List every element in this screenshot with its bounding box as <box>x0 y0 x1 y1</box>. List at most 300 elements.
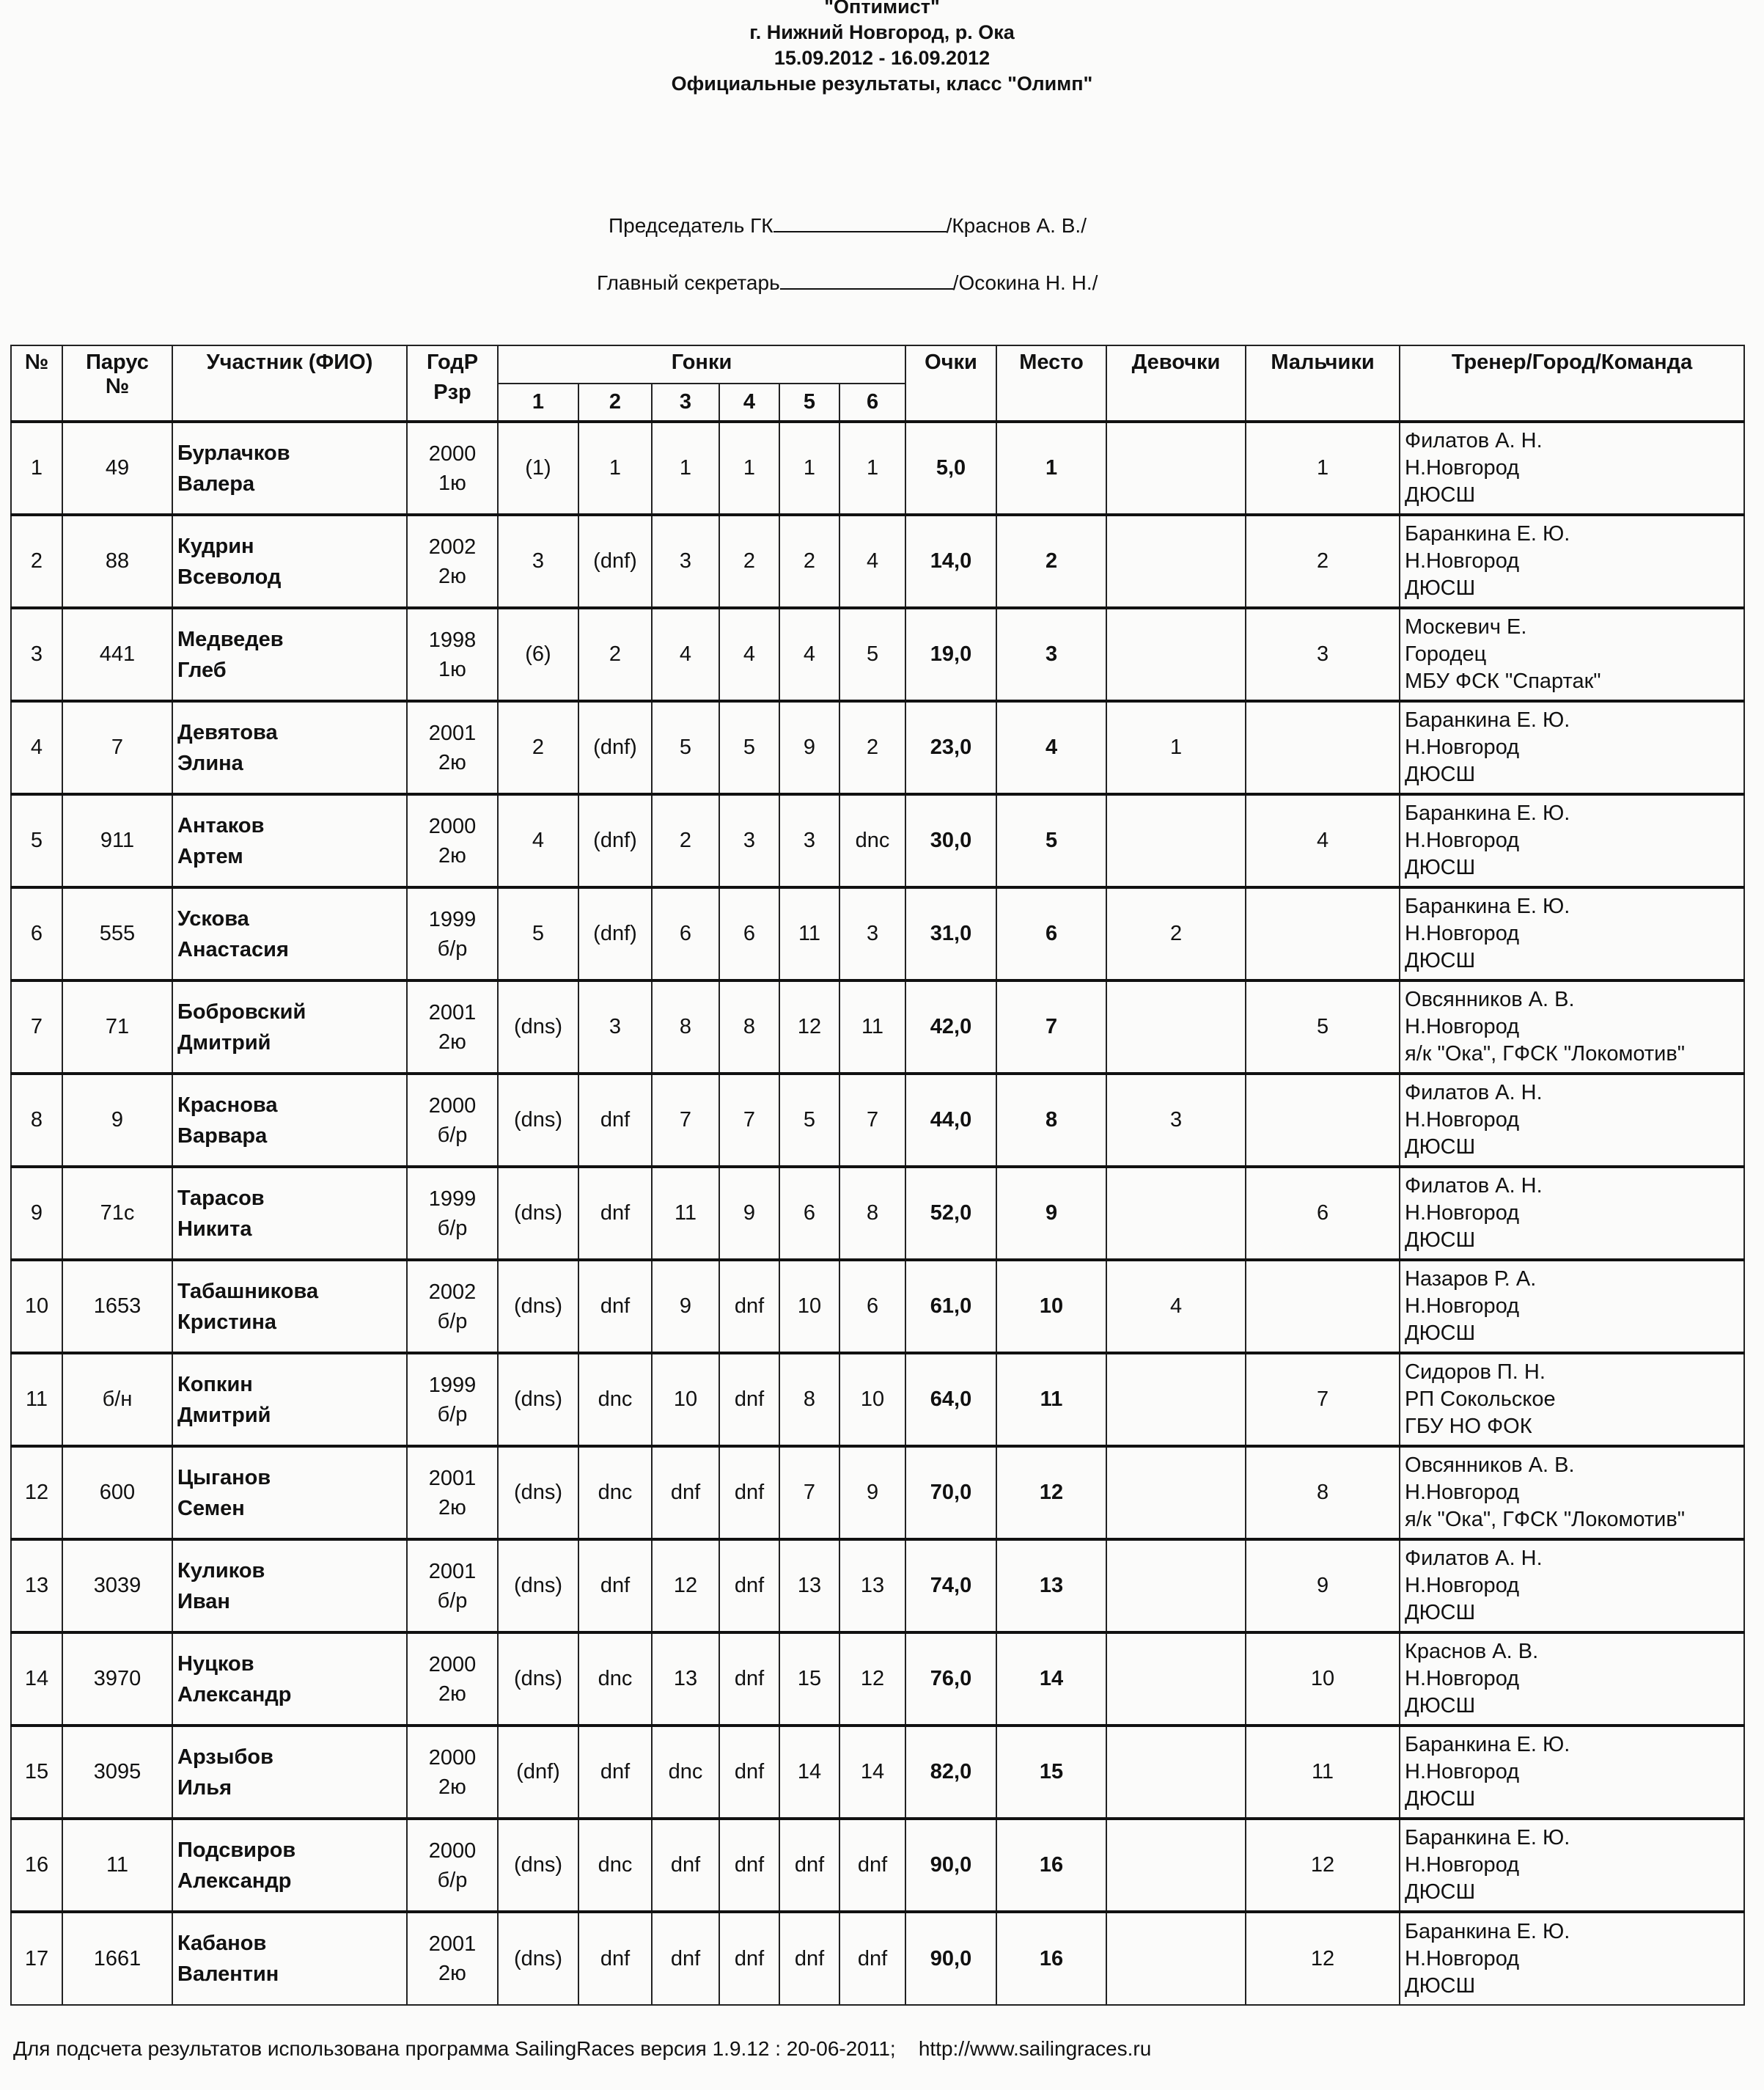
cell-boys <box>1246 701 1400 794</box>
cell-boys: 8 <box>1246 1446 1400 1539</box>
col-coach: Тренер/Город/Команда <box>1400 345 1744 422</box>
cell-race-3: 11 <box>652 1167 719 1260</box>
cell-points: 90,0 <box>905 1912 996 2005</box>
cell-race-5: 14 <box>779 1726 839 1819</box>
birth-year: 1999 <box>428 907 477 931</box>
cell-girls <box>1106 1912 1246 2005</box>
first-name: Иван <box>177 1589 230 1613</box>
document-header <box>0 0 1764 97</box>
cell-race-2: dnf <box>578 1260 652 1353</box>
cell-race-1: (dns) <box>498 1539 578 1632</box>
rank: б/р <box>437 936 468 961</box>
table-row <box>11 608 1744 701</box>
cell-sail: 1661 <box>62 1912 172 2005</box>
coach-team: ДЮСШ <box>1405 1228 1476 1252</box>
surname: Нуцков <box>177 1651 254 1676</box>
coach-city: Н.Новгород <box>1405 1853 1520 1877</box>
cell-girls: 2 <box>1106 887 1246 980</box>
cell-sail: 88 <box>62 515 172 608</box>
col-points: Очки <box>905 345 996 422</box>
birth-year: 2002 <box>428 535 477 559</box>
cell-race-6: dnf <box>839 1819 905 1912</box>
coach-name: Филатов А. Н. <box>1405 1547 1543 1570</box>
cell-place: 5 <box>996 794 1106 887</box>
cell-girls <box>1106 1353 1246 1446</box>
col-num: № <box>11 345 62 422</box>
cell-race-4: 8 <box>719 980 779 1074</box>
cell-race-6: 13 <box>839 1539 905 1632</box>
rank: б/р <box>437 1123 468 1147</box>
cell-race-5: 7 <box>779 1446 839 1539</box>
chair-name: /Краснов А. В./ <box>946 214 1087 237</box>
cell-year-rank <box>407 1446 498 1539</box>
cell-race-2: dnf <box>578 1726 652 1819</box>
cell-race-4: 2 <box>719 515 779 608</box>
cell-participant <box>172 1260 407 1353</box>
cell-race-3: 5 <box>652 701 719 794</box>
cell-girls <box>1106 1632 1246 1726</box>
cell-race-2: dnf <box>578 1539 652 1632</box>
cell-year-rank <box>407 1726 498 1819</box>
cell-points: 19,0 <box>905 608 996 701</box>
cell-num: 4 <box>11 701 62 794</box>
col-place: Место <box>996 345 1106 422</box>
cell-participant <box>172 1632 407 1726</box>
surname: Куликов <box>177 1558 265 1583</box>
cell-year-rank <box>407 701 498 794</box>
cell-race-1: 4 <box>498 794 578 887</box>
cell-girls <box>1106 1819 1246 1912</box>
cell-race-3: 2 <box>652 794 719 887</box>
cell-coach <box>1400 1632 1744 1726</box>
surname: Табашникова <box>177 1279 319 1303</box>
cell-points: 52,0 <box>905 1167 996 1260</box>
cell-points: 82,0 <box>905 1726 996 1819</box>
cell-points: 74,0 <box>905 1539 996 1632</box>
surname: Медведев <box>177 627 284 651</box>
surname: Цыганов <box>177 1465 271 1489</box>
cell-race-5: dnf <box>779 1912 839 2005</box>
cell-num: 7 <box>11 980 62 1074</box>
col-girls: Девочки <box>1106 345 1246 422</box>
first-name: Варвара <box>177 1123 268 1148</box>
coach-team: ДЮСШ <box>1405 1135 1476 1159</box>
coach-city: Н.Новгород <box>1405 456 1520 480</box>
cell-sail: 555 <box>62 887 172 980</box>
signature-line <box>773 215 947 232</box>
cell-year-rank <box>407 1632 498 1726</box>
cell-year-rank <box>407 1539 498 1632</box>
cell-race-4: 3 <box>719 794 779 887</box>
birth-year: 2000 <box>428 1838 477 1863</box>
cell-race-5: 5 <box>779 1074 839 1167</box>
rank: б/р <box>437 1309 468 1333</box>
header-row <box>11 345 1744 384</box>
col-race-6: 6 <box>839 384 905 422</box>
cell-coach <box>1400 980 1744 1074</box>
cell-race-4: dnf <box>719 1912 779 2005</box>
cell-race-4: dnf <box>719 1446 779 1539</box>
birth-year: 2001 <box>428 1932 477 1956</box>
coach-city: Н.Новгород <box>1405 922 1520 945</box>
cell-coach <box>1400 515 1744 608</box>
coach-name: Филатов А. Н. <box>1405 1081 1543 1104</box>
cell-participant <box>172 1074 407 1167</box>
birth-year: 1999 <box>428 1187 477 1211</box>
cell-place: 11 <box>996 1353 1106 1446</box>
rank: б/р <box>437 1588 468 1613</box>
cell-race-4: dnf <box>719 1819 779 1912</box>
coach-name: Филатов А. Н. <box>1405 1174 1543 1198</box>
birth-year: 2001 <box>428 1559 477 1583</box>
coach-city: Н.Новгород <box>1405 1946 1520 1970</box>
cell-race-3: 1 <box>652 422 719 515</box>
surname: Кабанов <box>177 1932 267 1955</box>
cell-num: 8 <box>11 1074 62 1167</box>
cell-points: 42,0 <box>905 980 996 1074</box>
coach-name: Баранкина Е. Ю. <box>1405 1733 1570 1756</box>
coach-city: Н.Новгород <box>1405 736 1520 759</box>
cell-race-3: 4 <box>652 608 719 701</box>
signature-line <box>780 272 953 290</box>
cell-num: 2 <box>11 515 62 608</box>
cell-race-1: 3 <box>498 515 578 608</box>
cell-boys: 5 <box>1246 980 1400 1074</box>
cell-race-3: dnf <box>652 1912 719 2005</box>
first-name: Кристина <box>177 1310 277 1334</box>
rank: 2ю <box>438 843 466 868</box>
coach-city: Н.Новгород <box>1405 829 1520 852</box>
cell-num: 5 <box>11 794 62 887</box>
cell-race-3: dnc <box>652 1726 719 1819</box>
cell-points: 31,0 <box>905 887 996 980</box>
rank: б/р <box>437 1216 468 1240</box>
cell-race-1: (dns) <box>498 1446 578 1539</box>
cell-sail: 11 <box>62 1819 172 1912</box>
coach-name: Баранкина Е. Ю. <box>1405 1826 1570 1849</box>
cell-coach <box>1400 608 1744 701</box>
cell-participant <box>172 1539 407 1632</box>
table-row <box>11 1819 1744 1912</box>
cell-race-4: 1 <box>719 422 779 515</box>
cell-sail: 3970 <box>62 1632 172 1726</box>
coach-team: ДЮСШ <box>1405 1880 1476 1904</box>
cell-race-6: 2 <box>839 701 905 794</box>
first-name: Александр <box>177 1682 292 1706</box>
first-name: Артем <box>177 844 243 868</box>
cell-place: 7 <box>996 980 1106 1074</box>
coach-name: Краснов А. В. <box>1405 1640 1539 1663</box>
cell-race-1: 2 <box>498 701 578 794</box>
cell-boys: 12 <box>1246 1912 1400 2005</box>
cell-race-6: 10 <box>839 1353 905 1446</box>
header-title: Официальные результаты, класс "Олимп" <box>671 73 1093 95</box>
cell-race-6: 4 <box>839 515 905 608</box>
coach-name: Баранкина Е. Ю. <box>1405 708 1570 732</box>
cell-girls <box>1106 1726 1246 1819</box>
cell-race-1: (dns) <box>498 1074 578 1167</box>
cell-race-2: dnf <box>578 1074 652 1167</box>
cell-place: 12 <box>996 1446 1106 1539</box>
cell-participant <box>172 1353 407 1446</box>
first-name: Никита <box>177 1217 252 1241</box>
coach-name: Овсянников А. В. <box>1405 1453 1575 1477</box>
cell-race-5: 9 <box>779 701 839 794</box>
surname: Кудрин <box>177 534 254 558</box>
rank: 1ю <box>438 657 466 681</box>
cell-participant <box>172 1912 407 2005</box>
col-year-rank: ГодР Рзр <box>407 345 498 422</box>
cell-num: 17 <box>11 1912 62 2005</box>
cell-race-6: 3 <box>839 887 905 980</box>
header-boat-class: "Оптимист" <box>824 0 940 18</box>
coach-team: я/к "Ока", ГФСК "Локомотив" <box>1405 1508 1686 1531</box>
rank: 2ю <box>438 1962 466 1985</box>
cell-race-1: (1) <box>498 422 578 515</box>
coach-name: Филатов А. Н. <box>1405 429 1543 452</box>
secretary-label: Главный секретарь <box>597 271 780 294</box>
cell-place: 14 <box>996 1632 1106 1726</box>
cell-coach <box>1400 422 1744 515</box>
footer-text: Для подсчета результатов использована программа SailingRaces версия 1.9.12 : 20-06-2011; <box>13 2037 896 2060</box>
birth-year: 2001 <box>428 721 477 745</box>
cell-boys: 4 <box>1246 794 1400 887</box>
footer-url: http://www.sailingraces.ru <box>918 2037 1152 2060</box>
cell-race-6: 5 <box>839 608 905 701</box>
cell-boys: 11 <box>1246 1726 1400 1819</box>
coach-team: ГБУ НО ФОК <box>1405 1415 1532 1438</box>
cell-place: 15 <box>996 1726 1106 1819</box>
cell-num: 14 <box>11 1632 62 1726</box>
cell-race-5: 2 <box>779 515 839 608</box>
results-table <box>10 345 1745 2006</box>
cell-coach <box>1400 1353 1744 1446</box>
coach-team: ДЮСШ <box>1405 576 1476 600</box>
cell-race-1: (dns) <box>498 1353 578 1446</box>
cell-sail: 71с <box>62 1167 172 1260</box>
coach-team: ДЮСШ <box>1405 483 1476 507</box>
cell-year-rank <box>407 887 498 980</box>
cell-race-6: 9 <box>839 1446 905 1539</box>
cell-race-5: 3 <box>779 794 839 887</box>
cell-participant <box>172 608 407 701</box>
table-row <box>11 1446 1744 1539</box>
coach-city: Н.Новгород <box>1405 1667 1520 1690</box>
cell-race-2: (dnf) <box>578 515 652 608</box>
cell-coach <box>1400 1912 1744 2005</box>
coach-city: Н.Новгород <box>1405 1481 1520 1504</box>
cell-num: 13 <box>11 1539 62 1632</box>
cell-girls <box>1106 980 1246 1074</box>
col-races: Гонки <box>498 345 905 384</box>
cell-girls: 3 <box>1106 1074 1246 1167</box>
coach-team: ДЮСШ <box>1405 1694 1476 1717</box>
cell-race-2: 2 <box>578 608 652 701</box>
cell-coach <box>1400 1726 1744 1819</box>
cell-girls: 4 <box>1106 1260 1246 1353</box>
coach-team: я/к "Ока", ГФСК "Локомотив" <box>1405 1042 1686 1066</box>
cell-year-rank <box>407 1353 498 1446</box>
cell-race-5: 6 <box>779 1167 839 1260</box>
cell-race-4: 9 <box>719 1167 779 1260</box>
cell-boys: 12 <box>1246 1819 1400 1912</box>
cell-participant <box>172 515 407 608</box>
cell-points: 5,0 <box>905 422 996 515</box>
cell-race-4: dnf <box>719 1260 779 1353</box>
coach-city: Н.Новгород <box>1405 1760 1520 1783</box>
cell-race-2: 1 <box>578 422 652 515</box>
cell-coach <box>1400 1167 1744 1260</box>
cell-race-2: dnf <box>578 1167 652 1260</box>
cell-sail: 911 <box>62 794 172 887</box>
cell-participant <box>172 422 407 515</box>
cell-race-6: 12 <box>839 1632 905 1726</box>
cell-race-3: 13 <box>652 1632 719 1726</box>
cell-race-6: 11 <box>839 980 905 1074</box>
table-row <box>11 1632 1744 1726</box>
cell-race-5: 11 <box>779 887 839 980</box>
cell-girls <box>1106 1539 1246 1632</box>
cell-race-2: dnc <box>578 1446 652 1539</box>
cell-race-4: dnf <box>719 1632 779 1726</box>
cell-boys: 2 <box>1246 515 1400 608</box>
table-row <box>11 1912 1744 2005</box>
cell-num: 12 <box>11 1446 62 1539</box>
birth-year: 1998 <box>428 628 477 652</box>
first-name: Семен <box>177 1496 245 1520</box>
coach-city: Н.Новгород <box>1405 1015 1520 1038</box>
table-row <box>11 1167 1744 1260</box>
cell-sail: 441 <box>62 608 172 701</box>
col-boys: Мальчики <box>1246 345 1400 422</box>
cell-girls <box>1106 1167 1246 1260</box>
cell-race-6: 14 <box>839 1726 905 1819</box>
cell-place: 2 <box>996 515 1106 608</box>
cell-year-rank <box>407 1819 498 1912</box>
cell-race-4: dnf <box>719 1726 779 1819</box>
cell-points: 70,0 <box>905 1446 996 1539</box>
cell-race-2: 3 <box>578 980 652 1074</box>
cell-participant <box>172 1819 407 1912</box>
birth-year: 2001 <box>428 1000 477 1024</box>
first-name: Анастасия <box>177 937 289 961</box>
cell-coach <box>1400 1819 1744 1912</box>
cell-race-6: dnc <box>839 794 905 887</box>
cell-race-5: 15 <box>779 1632 839 1726</box>
coach-team: ДЮСШ <box>1405 856 1476 879</box>
cell-boys <box>1246 887 1400 980</box>
cell-race-3: dnf <box>652 1446 719 1539</box>
cell-points: 76,0 <box>905 1632 996 1726</box>
surname: Подсвиров <box>177 1838 296 1862</box>
cell-sail: 9 <box>62 1074 172 1167</box>
footer-note <box>13 2037 1151 2061</box>
cell-race-3: dnf <box>652 1819 719 1912</box>
cell-boys: 6 <box>1246 1167 1400 1260</box>
cell-place: 16 <box>996 1912 1106 2005</box>
cell-race-1: (dnf) <box>498 1726 578 1819</box>
cell-race-2: dnc <box>578 1353 652 1446</box>
cell-year-rank <box>407 794 498 887</box>
cell-participant <box>172 887 407 980</box>
coach-name: Баранкина Е. Ю. <box>1405 1919 1570 1943</box>
cell-place: 3 <box>996 608 1106 701</box>
cell-year-rank <box>407 1167 498 1260</box>
table-row <box>11 887 1744 980</box>
cell-race-2: dnf <box>578 1912 652 2005</box>
cell-coach <box>1400 794 1744 887</box>
coach-name: Баранкина Е. Ю. <box>1405 802 1570 825</box>
birth-year: 2002 <box>428 1280 477 1304</box>
cell-participant <box>172 980 407 1074</box>
table-row <box>11 515 1744 608</box>
birth-year: 2000 <box>428 814 477 838</box>
cell-race-5: 8 <box>779 1353 839 1446</box>
rank: 2ю <box>438 1495 466 1519</box>
chair-label: Председатель ГК <box>609 214 773 237</box>
cell-sail: 3039 <box>62 1539 172 1632</box>
rank: 2ю <box>438 1030 466 1054</box>
cell-place: 1 <box>996 422 1106 515</box>
cell-participant <box>172 1726 407 1819</box>
table-row <box>11 1074 1744 1167</box>
cell-boys: 9 <box>1246 1539 1400 1632</box>
cell-coach <box>1400 1260 1744 1353</box>
cell-participant <box>172 1446 407 1539</box>
cell-boys: 1 <box>1246 422 1400 515</box>
coach-name: Москевич Е. <box>1405 615 1527 639</box>
chair-signature <box>609 214 1087 238</box>
rank: б/р <box>437 1868 468 1892</box>
cell-year-rank <box>407 515 498 608</box>
col-race-3: 3 <box>652 384 719 422</box>
cell-race-5: 13 <box>779 1539 839 1632</box>
cell-race-3: 8 <box>652 980 719 1074</box>
first-name: Дмитрий <box>177 1030 271 1055</box>
first-name: Всеволод <box>177 565 282 589</box>
table-row <box>11 701 1744 794</box>
cell-place: 8 <box>996 1074 1106 1167</box>
cell-race-1: (dns) <box>498 1167 578 1260</box>
header-location: г. Нижний Новгород, р. Ока <box>749 21 1015 43</box>
cell-race-3: 9 <box>652 1260 719 1353</box>
table-row <box>11 980 1744 1074</box>
header-dates: 15.09.2012 - 16.09.2012 <box>773 47 991 69</box>
surname: Тарасов <box>177 1186 265 1210</box>
cell-place: 13 <box>996 1539 1106 1632</box>
cell-race-4: dnf <box>719 1353 779 1446</box>
cell-race-6: 6 <box>839 1260 905 1353</box>
cell-race-1: (dns) <box>498 1260 578 1353</box>
cell-race-6: 7 <box>839 1074 905 1167</box>
cell-coach <box>1400 1446 1744 1539</box>
rank: б/р <box>437 1402 468 1426</box>
cell-num: 1 <box>11 422 62 515</box>
cell-points: 90,0 <box>905 1819 996 1912</box>
cell-race-3: 3 <box>652 515 719 608</box>
cell-girls: 1 <box>1106 701 1246 794</box>
birth-year: 2000 <box>428 1093 477 1118</box>
cell-points: 61,0 <box>905 1260 996 1353</box>
cell-points: 30,0 <box>905 794 996 887</box>
cell-num: 16 <box>11 1819 62 1912</box>
surname: Арзыбов <box>177 1745 273 1769</box>
cell-points: 44,0 <box>905 1074 996 1167</box>
coach-city: Н.Новгород <box>1405 549 1520 573</box>
col-participant: Участник (ФИО) <box>172 345 407 422</box>
cell-place: 10 <box>996 1260 1106 1353</box>
cell-place: 16 <box>996 1819 1106 1912</box>
